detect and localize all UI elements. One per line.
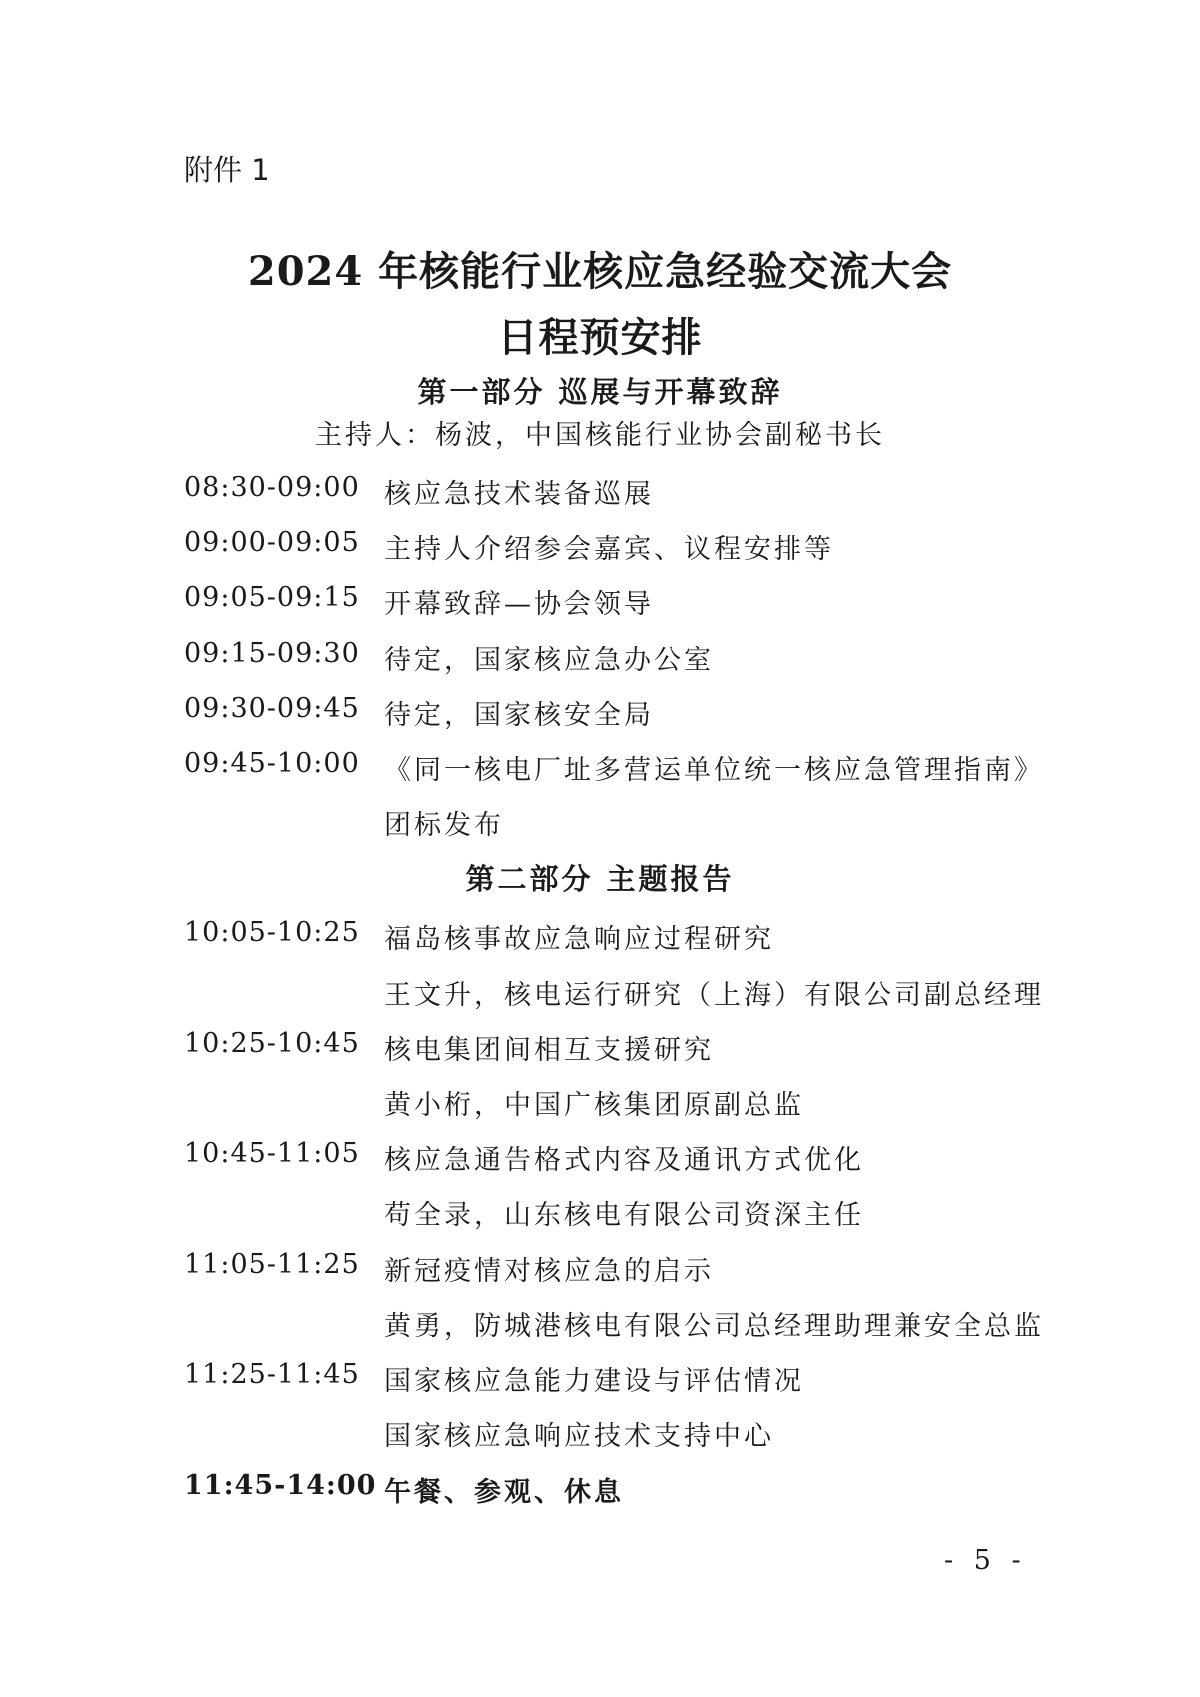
schedule-time: 08:30-09:00 xyxy=(184,472,360,503)
schedule-row xyxy=(0,748,1200,788)
schedule-row-continued xyxy=(0,803,1200,843)
schedule-time: 09:45-10:00 xyxy=(184,748,360,779)
schedule-speaker: 王文升，核电运行研究（上海）有限公司副总经理 xyxy=(384,980,1044,1011)
schedule-row-speaker xyxy=(0,973,1200,1013)
schedule-item: 午餐、参观、休息 xyxy=(384,1477,624,1508)
schedule-item: 待定，国家核应急办公室 xyxy=(384,645,714,676)
schedule-row xyxy=(0,1138,1200,1178)
part1-host: 主持人：杨波，中国核能行业协会副秘书长 xyxy=(315,420,885,451)
schedule-item: 《同一核电厂址多营运单位统一核应急管理指南》 xyxy=(384,755,1044,786)
schedule-item: 国家核应急能力建设与评估情况 xyxy=(384,1366,804,1397)
schedule-row-speaker xyxy=(0,1193,1200,1233)
schedule-row xyxy=(0,638,1200,678)
schedule-item-continued: 团标发布 xyxy=(384,810,504,841)
schedule-time: 09:05-09:15 xyxy=(184,582,360,613)
schedule-row xyxy=(0,472,1200,512)
schedule-time: 11:05-11:25 xyxy=(184,1249,360,1280)
schedule-row xyxy=(0,1359,1200,1399)
schedule-row xyxy=(0,582,1200,622)
schedule-row-speaker xyxy=(0,1304,1200,1344)
schedule-time: 09:00-09:05 xyxy=(184,527,360,558)
schedule-item: 核应急技术装备巡展 xyxy=(384,479,654,510)
schedule-row-speaker xyxy=(0,1083,1200,1123)
schedule-speaker: 黄勇，防城港核电有限公司总经理助理兼安全总监 xyxy=(384,1311,1044,1342)
schedule-time: 10:05-10:25 xyxy=(184,917,360,948)
schedule-time: 11:25-11:45 xyxy=(184,1359,360,1390)
document-subtitle: 日程预安排 xyxy=(497,314,703,361)
part2-heading: 第二部分 主题报告 xyxy=(465,862,735,896)
schedule-row xyxy=(0,1249,1200,1289)
attachment-label: 附件 1 xyxy=(184,153,270,187)
schedule-time: 09:30-09:45 xyxy=(184,693,360,724)
schedule-item: 待定，国家核安全局 xyxy=(384,700,654,731)
schedule-item: 主持人介绍参会嘉宾、议程安排等 xyxy=(384,534,834,565)
schedule-item: 核电集团间相互支援研究 xyxy=(384,1035,714,1066)
schedule-time: 11:45-14:00 xyxy=(184,1470,377,1501)
schedule-row xyxy=(0,693,1200,733)
schedule-row xyxy=(0,527,1200,567)
schedule-item: 核应急通告格式内容及通讯方式优化 xyxy=(384,1145,864,1176)
schedule-row-speaker xyxy=(0,1414,1200,1454)
schedule-row xyxy=(0,1028,1200,1068)
schedule-speaker: 苟全录，山东核电有限公司资深主任 xyxy=(384,1200,864,1231)
schedule-row-lunch xyxy=(0,1470,1200,1510)
schedule-item: 福岛核事故应急响应过程研究 xyxy=(384,924,774,955)
schedule-row xyxy=(0,917,1200,957)
schedule-speaker: 国家核应急响应技术支持中心 xyxy=(384,1421,774,1452)
schedule-time: 09:15-09:30 xyxy=(184,638,360,669)
schedule-item: 新冠疫情对核应急的启示 xyxy=(384,1256,714,1287)
document-title: 2024 年核能行业核应急经验交流大会 xyxy=(247,248,953,295)
schedule-speaker: 黄小桁，中国广核集团原副总监 xyxy=(384,1090,804,1121)
page-number: - 5 - xyxy=(944,1545,1027,1576)
part1-heading: 第一部分 巡展与开幕致辞 xyxy=(417,375,783,409)
schedule-time: 10:25-10:45 xyxy=(184,1028,360,1059)
schedule-item: 开幕致辞—协会领导 xyxy=(384,589,654,620)
schedule-time: 10:45-11:05 xyxy=(184,1138,360,1169)
